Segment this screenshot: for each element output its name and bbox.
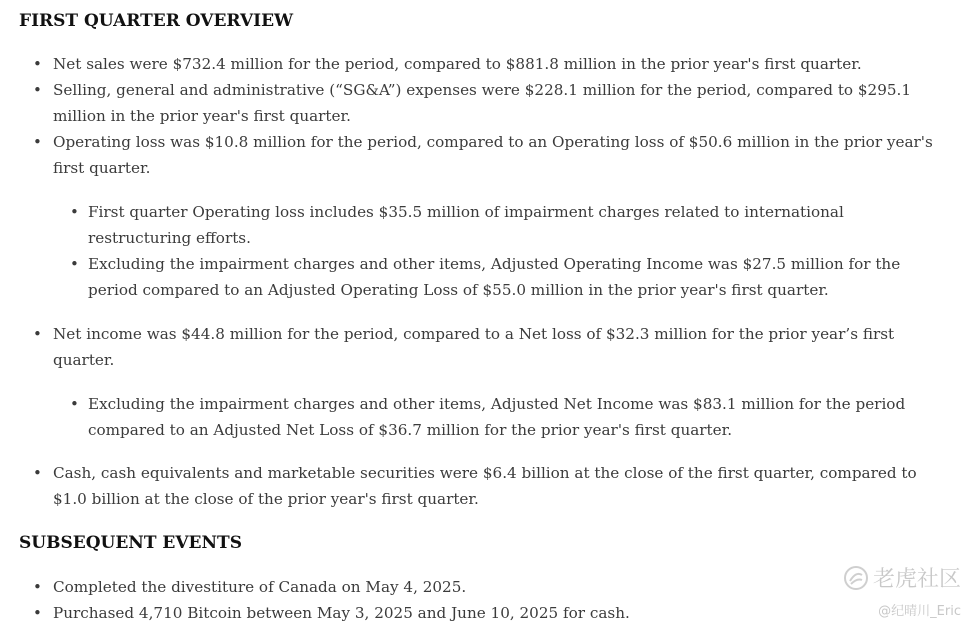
list-item-text: Purchased 4,710 Bitcoin between May 3, 2025 and June 10, 2025 for cash. (53, 604, 630, 622)
list-item-text: First quarter Operating loss includes $35.5 million of impairment charges related to international restructuring efforts. (88, 203, 844, 247)
watermark-brand: 老虎社区 (872, 567, 961, 592)
list-item-net-income (0, 321, 975, 373)
bullet-icon: • (33, 578, 42, 596)
list-item-text: Operating loss was $10.8 million for the period, compared to an Operating loss of $50.6 million in the prior year's first quarter. (53, 133, 933, 177)
net-income-sub-list (0, 391, 975, 443)
list-item-text: Net income was $44.8 million for the period, compared to a Net loss of $32.3 million for the prior year’s first quarter. (53, 325, 895, 369)
list-item-cash (0, 460, 975, 512)
sub-list-item-adjusted-net-income (0, 391, 975, 443)
bullet-icon: • (33, 325, 42, 343)
bullet-icon: • (33, 55, 42, 73)
list-item-bitcoin-purchase (0, 600, 975, 626)
section-title-subsequent-events: SUBSEQUENT EVENTS (19, 533, 242, 553)
bullet-icon: • (70, 395, 79, 413)
bullet-icon: • (33, 464, 42, 482)
list-item-text: Completed the divestiture of Canada on May 4, 2025. (53, 578, 467, 596)
list-item-sga (0, 77, 975, 129)
sub-list-item-adjusted-operating (0, 251, 975, 303)
bullet-icon: • (70, 255, 79, 273)
list-item-net-sales (0, 51, 975, 77)
list-item-text: Excluding the impairment charges and other items, Adjusted Operating Income was $27.5 million for the period compared to an Adjusted Operating Loss of $55.0 million in the prior year's first quarter. (88, 255, 901, 299)
tiger-logo-icon (843, 565, 869, 591)
list-item-text: Selling, general and administrative (“SG&A”) expenses were $228.1 million for the period, compared to $295.1 million in the prior year's first quarter. (53, 81, 912, 125)
list-item-text: Net sales were $732.4 million for the period, compared to $881.8 million in the prior year's first quarter. (53, 55, 862, 73)
bullet-icon: • (33, 133, 42, 151)
operating-loss-sub-list (0, 199, 975, 303)
section-title-first-quarter-overview: FIRST QUARTER OVERVIEW (19, 11, 294, 31)
subsequent-bullet-list (0, 574, 975, 626)
bullet-icon: • (33, 604, 42, 622)
sub-list-item-impairment (0, 199, 975, 251)
overview-bullet-list (0, 51, 975, 181)
watermark (843, 562, 961, 593)
cash-list (0, 460, 975, 512)
list-item-operating-loss (0, 129, 975, 181)
bullet-icon: • (70, 203, 79, 221)
list-item-text: Cash, cash equivalents and marketable securities were $6.4 billion at the close of the first quarter, compared to $1.0 billion at the close of the prior year's first quarter. (53, 464, 917, 508)
bullet-icon: • (33, 81, 42, 99)
net-income-list (0, 321, 975, 373)
watermark-user: @纪晴川_Eric (878, 604, 961, 619)
list-item-text: Excluding the impairment charges and other items, Adjusted Net Income was $83.1 million for the period compared to an Adjusted Net Loss of $36.7 million for the prior year's first quarter. (88, 395, 906, 439)
list-item-canada-divestiture (0, 574, 975, 600)
